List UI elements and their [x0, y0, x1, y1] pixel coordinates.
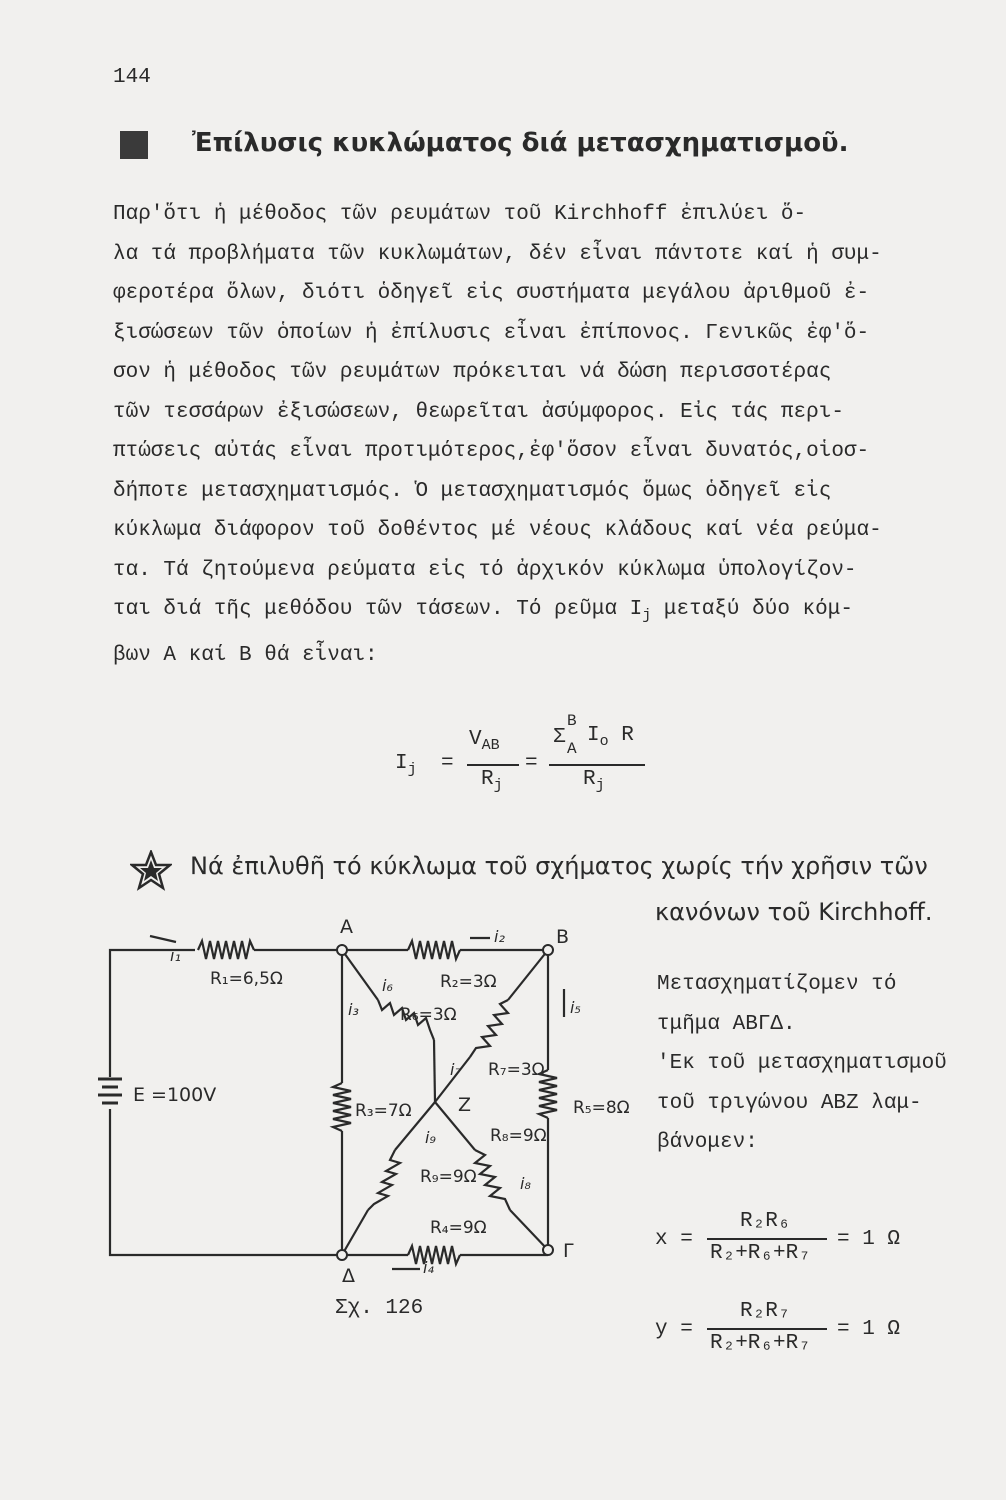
- formula-x-num: R₂R₆: [740, 1210, 791, 1233]
- node-z-label: Z: [458, 1094, 472, 1116]
- fraction-bar: [707, 1238, 827, 1240]
- formula-den2: $R_j$: [583, 768, 605, 794]
- formula-y-lhs: y =: [655, 1318, 693, 1341]
- node-d-label: Δ: [342, 1265, 355, 1287]
- formula-lhs: $I_j$: [395, 752, 417, 778]
- formula-x: [655, 1208, 935, 1278]
- i2-label: i₂: [494, 927, 505, 946]
- r5-label: R₅=8Ω: [573, 1098, 630, 1118]
- formula-num2: $I_o$ R: [587, 724, 634, 750]
- side-text-line: τοῦ τριγώνου ΑΒΖ λαμ-: [657, 1091, 922, 1115]
- node-b-label: B: [556, 926, 570, 948]
- line-suffix: μεταξύ δύο κόμ-: [651, 598, 853, 621]
- formula-y-rhs: = 1 Ω: [837, 1318, 901, 1341]
- paragraph-line: δήποτε μετασχηματισμός. Ὁ μετασχηματισμός ὅμως ὁδηγεῖ εἰς: [113, 479, 832, 503]
- side-text-line: βάνομεν:: [657, 1131, 758, 1154]
- star-icon: [130, 850, 172, 892]
- side-text-line: 'Εκ τοῦ μετασχηματισμοῦ: [657, 1052, 947, 1075]
- paragraph-line: [113, 590, 973, 636]
- fraction-bar: [707, 1328, 827, 1330]
- paragraph-line: φεροτέρα ὅλων, διότι ὁδηγεῖ εἰς συστήματα μεγάλου ἀριθμοῦ ἐ-: [113, 282, 870, 305]
- paragraph-line: πτώσεις αὐτάς εἶναι προτιμότερος,ἐφ'ὅσον εἶναι δυνατός,οἱοσ-: [113, 440, 870, 463]
- node-a-label: A: [340, 916, 353, 938]
- i6-label: i₆: [382, 976, 393, 995]
- formula-sigma-bottom: A: [567, 740, 577, 758]
- formula-den1: $R_j$: [481, 768, 503, 794]
- page-number: 144: [113, 66, 151, 89]
- paragraph-line: βων Α καί Β θά εἶναι:: [113, 643, 378, 667]
- formula-num1: $V_{AB}$: [469, 728, 500, 754]
- i1-label: i₁: [170, 946, 181, 965]
- node-g-label: Γ: [563, 1240, 574, 1262]
- i9-label: i₉: [425, 1128, 436, 1147]
- i3-label: i₃: [348, 1000, 359, 1019]
- fraction-bar: [549, 764, 645, 766]
- paragraph-line: σον ἡ μέθοδος τῶν ρευμάτων πρόκειται νά δώση περισσοτέρας: [113, 361, 832, 384]
- formula-x-den: R₂+R₆+R₇: [710, 1242, 811, 1265]
- formula-y-num: R₂R₇: [740, 1300, 791, 1323]
- r1-label: R₁=6,5Ω: [210, 969, 283, 989]
- section-title: Ἐπίλυσις κυκλώματος διά μετασχηματισμοῦ.: [192, 128, 849, 158]
- formula-sigma: Σ: [553, 726, 566, 749]
- formula-x-lhs: x =: [655, 1228, 693, 1251]
- line-prefix: ται διά τῆς μεθόδου τῶν τάσεων. Τό ρεῦμα I: [113, 598, 643, 621]
- r7-label: R₇=3Ω: [488, 1060, 545, 1080]
- paragraph-line: ξισώσεων τῶν ὁποίων ἡ ἐπίλυσις εἶναι ἐπίπονος. Γενικῶς ἐφ'ὅ-: [113, 321, 870, 345]
- formula-eq2: =: [525, 752, 538, 775]
- formula-eq1: =: [441, 752, 454, 775]
- i5-label: i₅: [570, 998, 581, 1017]
- formula-x-rhs: = 1 Ω: [837, 1228, 901, 1251]
- r8-label: R₈=9Ω: [490, 1126, 547, 1146]
- r2-label: R₂=3Ω: [440, 972, 497, 992]
- formula-y-den: R₂+R₆+R₇: [710, 1332, 811, 1355]
- paragraph-line: Παρ'ὅτι ἡ μέθοδος τῶν ρευμάτων τοῦ Kirchhoff ἐπιλύει ὅ-: [113, 203, 807, 226]
- side-text: [657, 965, 987, 1163]
- body-paragraph: [113, 195, 973, 675]
- battery-label: E =100V: [133, 1084, 217, 1106]
- r3-label: R₃=7Ω: [355, 1101, 412, 1121]
- current-subscript: j: [642, 607, 652, 624]
- side-text-line: τμῆμα ΑΒΓΔ.: [657, 1012, 796, 1036]
- r4-label: R₄=9Ω: [430, 1218, 487, 1238]
- formula-current: [395, 712, 655, 796]
- side-text-line: Μετασχηματίζομεν τό: [657, 973, 897, 996]
- formula-sigma-top: B: [567, 712, 577, 730]
- section-header: [120, 128, 940, 168]
- problem-statement-cont: κανόνων τοῦ Kirchhoff.: [655, 898, 933, 926]
- figure-caption: Σχ. 126: [335, 1297, 424, 1320]
- fraction-bar: [467, 764, 519, 766]
- paragraph-line: λα τά προβλήματα τῶν κυκλωμάτων, δέν εἶναι πάντοτε καί ἡ συμ-: [113, 242, 882, 266]
- problem-statement: Νά ἐπιλυθῆ τό κύκλωμα τοῦ σχήματος χωρίς τήν χρῆσιν τῶν: [190, 852, 928, 880]
- i8-label: i₈: [520, 1174, 531, 1193]
- formula-y: [655, 1298, 935, 1368]
- circuit-diagram: [90, 905, 650, 1295]
- paragraph-line: τῶν τεσσάρων ἐξισώσεων, θεωρεῖται ἀσύμφορος. Εἰς τάς περι-: [113, 400, 844, 424]
- i4-label: i₄: [423, 1258, 434, 1277]
- r6-label: R₆=3Ω: [400, 1005, 457, 1025]
- section-bullet: [120, 131, 148, 159]
- paragraph-line: κύκλωμα διάφορον τοῦ δοθέντος μέ νέους κλάδους καί νέα ρεύμα-: [113, 519, 882, 542]
- i7-label: i₇: [450, 1060, 461, 1079]
- r9-label: R₉=9Ω: [420, 1167, 477, 1187]
- paragraph-line: τα. Τά ζητούμενα ρεύματα εἰς τό ἀρχικόν κύκλωμα ὑπολογίζον-: [113, 558, 857, 582]
